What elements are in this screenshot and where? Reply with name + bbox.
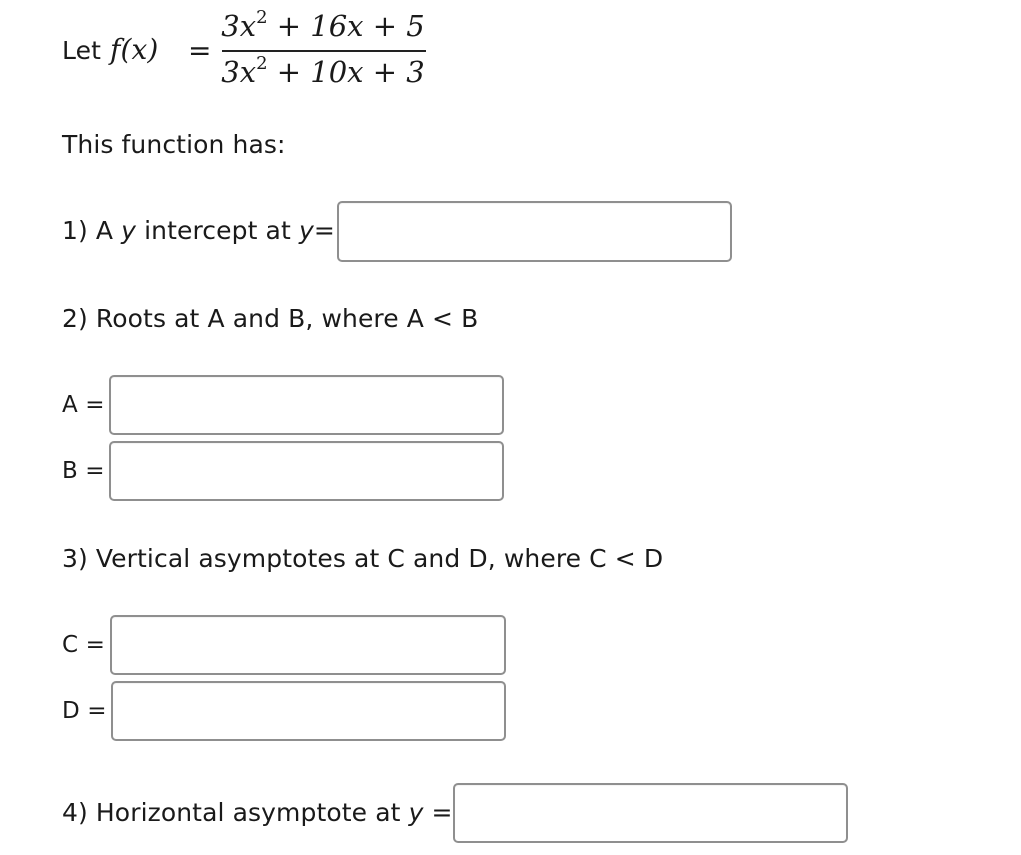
numerator-lead-term: 3x xyxy=(221,9,257,43)
fraction-denominator xyxy=(218,53,428,89)
q1-label-var: y xyxy=(121,216,137,245)
denominator-rest: + 10x + 3 xyxy=(267,55,425,89)
horizontal-asymptote-input[interactable] xyxy=(453,783,848,843)
q1-label-eq: = xyxy=(313,216,335,245)
q4-label xyxy=(62,798,453,828)
root-a-label: A = xyxy=(62,392,105,418)
function-name: f(x) xyxy=(110,33,159,66)
subtitle: This function has: xyxy=(62,130,286,159)
y-intercept-input[interactable] xyxy=(337,201,732,262)
root-b-input[interactable] xyxy=(109,441,504,501)
denominator-exponent: 2 xyxy=(256,53,268,75)
asymptote-c-label: C = xyxy=(62,632,105,658)
numerator-exponent: 2 xyxy=(256,7,268,29)
q4-label-prefix: 4) Horizontal asymptote at xyxy=(62,798,409,827)
equals-sign: = xyxy=(188,34,212,67)
asymptote-d-input[interactable] xyxy=(111,681,506,741)
asymptote-d-label: D = xyxy=(62,698,107,724)
root-b-label: B = xyxy=(62,458,105,484)
fraction-bar xyxy=(222,50,426,52)
fraction-numerator xyxy=(218,7,428,43)
q3-heading: 3) Vertical asymptotes at C and D, where C < D xyxy=(62,544,664,573)
q1-label-prefix: 1) A xyxy=(62,216,122,245)
numerator-rest: + 16x + 5 xyxy=(267,9,425,43)
denominator-lead-term: 3x xyxy=(221,55,257,89)
q4-label-eq: = xyxy=(423,798,453,827)
q4-label-var: y xyxy=(408,798,424,827)
q1-label xyxy=(62,216,335,246)
q2-heading: 2) Roots at A and B, where A < B xyxy=(62,304,479,333)
let-label: Let xyxy=(62,36,101,65)
root-a-input[interactable] xyxy=(109,375,504,435)
asymptote-c-input[interactable] xyxy=(110,615,506,675)
q1-label-var2: y xyxy=(298,216,314,245)
q1-label-suffix: intercept at xyxy=(136,216,299,245)
